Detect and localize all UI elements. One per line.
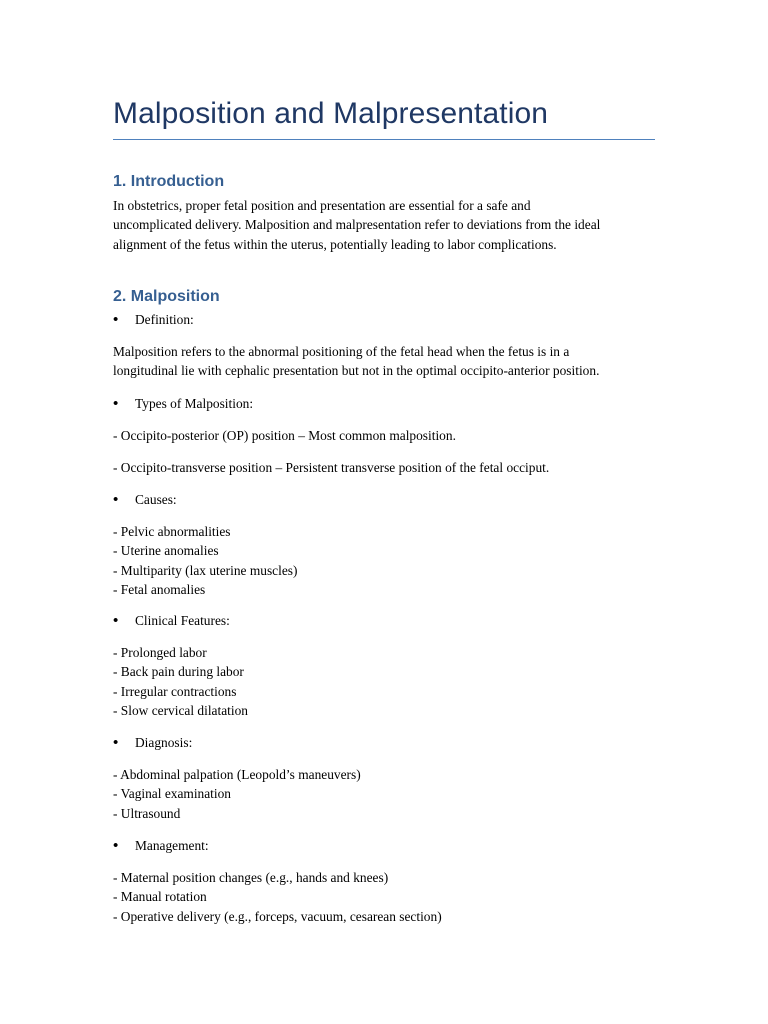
bullet-icon: • <box>113 613 119 629</box>
bullet-clinical-features <box>113 611 230 631</box>
bullet-types <box>113 394 253 414</box>
bullet-causes <box>113 490 177 510</box>
diagnosis-list <box>113 765 658 823</box>
heading-introduction: 1. Introduction <box>113 173 225 190</box>
list-item: - Abdominal palpation (Leopold’s maneuvers) <box>113 767 361 782</box>
paragraph-line: uncomplicated delivery. Malposition and malpresentation refer to deviations from the ideal <box>113 217 601 233</box>
bullet-label: Diagnosis: <box>135 735 193 750</box>
list-item: - Prolonged labor <box>113 645 207 660</box>
list-item: - Irregular contractions <box>113 683 237 699</box>
bullet-icon: • <box>113 396 119 412</box>
introduction-paragraph <box>113 196 658 254</box>
paragraph-line: longitudinal lie with cephalic presentation but not in the optimal occipito-anterior position. <box>113 363 600 379</box>
list-item: - Multiparity (lax uterine muscles) <box>113 562 298 578</box>
bullet-definition <box>113 310 194 330</box>
bullet-label: Types of Malposition: <box>135 396 254 411</box>
paragraph-line: In obstetrics, proper fetal position and presentation are essential for a safe and <box>113 198 531 213</box>
causes-list <box>113 522 658 600</box>
list-item: - Ultrasound <box>113 805 181 821</box>
bullet-label: Causes: <box>135 492 177 507</box>
bullet-icon: • <box>113 312 119 328</box>
list-item: - Maternal position changes (e.g., hands and knees) <box>113 870 389 885</box>
list-item: - Operative delivery (e.g., forceps, vacuum, cesarean section) <box>113 908 442 924</box>
document-title: Malposition and Malpresentation <box>113 92 655 140</box>
bullet-icon: • <box>113 735 119 751</box>
list-item: - Vaginal examination <box>113 786 232 802</box>
bullet-management <box>113 836 209 856</box>
list-item: - Uterine anomalies <box>113 543 219 559</box>
list-item: - Occipito-transverse position – Persistent transverse position of the fetal occiput. <box>113 460 550 475</box>
bullet-label: Clinical Features: <box>135 613 230 628</box>
paragraph-line: alignment of the fetus within the uterus, potentially leading to labor complications. <box>113 236 557 252</box>
clinical-features-list <box>113 643 658 721</box>
bullet-icon: • <box>113 838 119 854</box>
types-item <box>113 458 658 477</box>
list-item: - Back pain during labor <box>113 664 244 680</box>
list-item: - Pelvic abnormalities <box>113 524 231 539</box>
paragraph-line: Malposition refers to the abnormal positioning of the fetal head when the fetus is in a <box>113 344 570 359</box>
bullet-diagnosis <box>113 733 192 753</box>
heading-malposition: 2. Malposition <box>113 288 220 305</box>
definition-paragraph <box>113 342 658 381</box>
management-list <box>113 868 658 926</box>
bullet-label: Definition: <box>135 312 194 327</box>
list-item: - Manual rotation <box>113 889 207 905</box>
bullet-label: Management: <box>135 838 209 853</box>
list-item: - Fetal anomalies <box>113 582 206 598</box>
types-item <box>113 426 658 445</box>
bullet-icon: • <box>113 492 119 508</box>
list-item: - Slow cervical dilatation <box>113 703 248 719</box>
list-item: - Occipito-posterior (OP) position – Most common malposition. <box>113 428 456 443</box>
